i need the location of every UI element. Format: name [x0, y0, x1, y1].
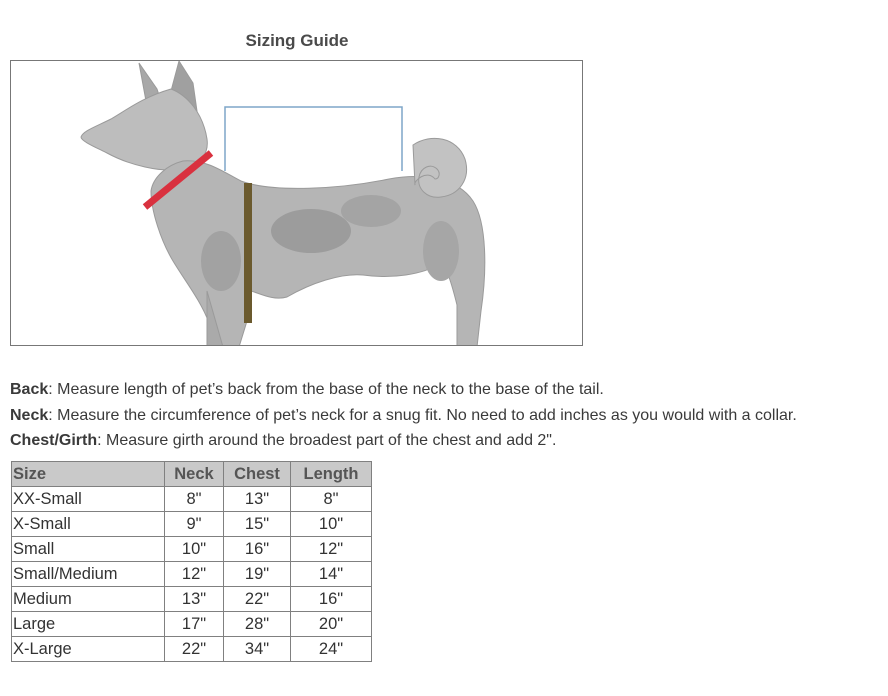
- length-cell: 24": [291, 637, 372, 662]
- neck-cell: 17": [165, 612, 224, 637]
- table-row: [12, 537, 372, 562]
- neck-cell: 12": [165, 562, 224, 587]
- size-cell: Small/Medium: [12, 562, 165, 587]
- size-cell: XX-Small: [12, 487, 165, 512]
- column-header-neck: Neck: [165, 462, 224, 487]
- definition-term: Back: [10, 381, 49, 398]
- size-table: [11, 461, 372, 662]
- length-cell: 12": [291, 537, 372, 562]
- neck-cell: 10": [165, 537, 224, 562]
- chest-cell: 28": [224, 612, 291, 637]
- length-cell: 16": [291, 587, 372, 612]
- column-header-chest: Chest: [224, 462, 291, 487]
- table-row: [12, 487, 372, 512]
- length-cell: 10": [291, 512, 372, 537]
- definition-back: [10, 377, 886, 403]
- neck-cell: 9": [165, 512, 224, 537]
- definition-text: : Measure length of pet’s back from the base of the neck to the base of the tail.: [48, 381, 604, 398]
- chest-cell: 34": [224, 637, 291, 662]
- chest-cell: 22": [224, 587, 291, 612]
- measurement-definitions: [10, 377, 886, 454]
- length-cell: 14": [291, 562, 372, 587]
- table-row: [12, 512, 372, 537]
- table-row: [12, 637, 372, 662]
- chest-cell: 13": [224, 487, 291, 512]
- length-cell: 20": [291, 612, 372, 637]
- definition-text: : Measure girth around the broadest part of the chest and add 2".: [97, 432, 557, 449]
- table-header-row: [12, 462, 372, 487]
- neck-cell: 13": [165, 587, 224, 612]
- dog-illustration: [11, 61, 583, 346]
- chest-cell: 16": [224, 537, 291, 562]
- size-cell: X-Small: [12, 512, 165, 537]
- table-row: [12, 562, 372, 587]
- page-title: Sizing Guide: [245, 31, 349, 50]
- chest-cell: 15": [224, 512, 291, 537]
- definition-term: Chest/Girth: [10, 432, 98, 449]
- definition-text: : Measure the circumference of pet’s neck for a snug fit. No need to add inches as you would with a collar.: [48, 406, 797, 424]
- chest-cell: 19": [224, 562, 291, 587]
- size-cell: Large: [12, 612, 165, 637]
- definition-chest: [10, 428, 886, 454]
- definition-neck: [10, 403, 886, 429]
- size-cell: Medium: [12, 587, 165, 612]
- neck-cell: 22": [165, 637, 224, 662]
- table-row: [12, 612, 372, 637]
- size-cell: Small: [12, 537, 165, 562]
- dog-silhouette: [81, 61, 485, 346]
- neck-cell: 8": [165, 487, 224, 512]
- column-header-size: Size: [12, 462, 165, 487]
- size-cell: X-Large: [12, 637, 165, 662]
- back-measure-line: [225, 107, 402, 171]
- table-row: [12, 587, 372, 612]
- sizing-illustration: [10, 60, 583, 346]
- length-cell: 8": [291, 487, 372, 512]
- definition-term: Neck: [10, 406, 49, 424]
- column-header-length: Length: [291, 462, 372, 487]
